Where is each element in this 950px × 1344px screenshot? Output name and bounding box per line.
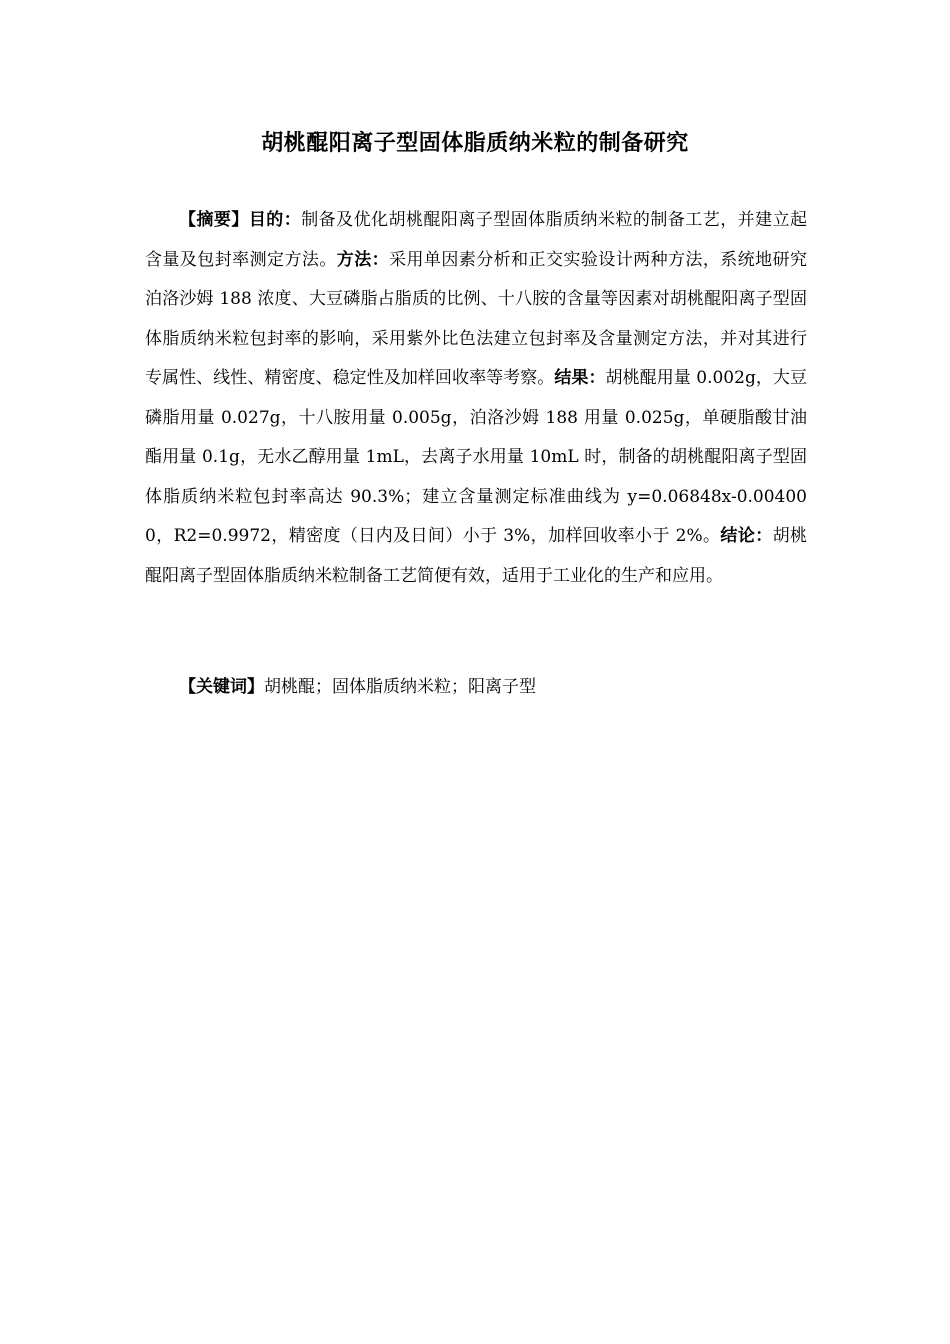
results-label: 结果： [554,368,606,388]
keywords-paragraph [145,668,807,708]
keywords-label: 【关键词】 [179,677,264,697]
conclusion-text: 胡桃醌阳离子型固体脂质纳米粒制备工艺简便有效，适用于工业化的生产和应用。 [145,526,808,586]
methods-text: 采用单因素分析和正交实验设计两种方法，系统地研究泊洛沙姆 188 浓度、大豆磷脂占脂质的比例、十八胺的含量等因素对胡桃醌阳离子型固体脂质纳米粒包封率的影响，采用紫外比色法建立包封率及含量测定方法，并对其进行专属性、线性、精密度、稳定性及加样回收率等考察。 [145,249,808,388]
abstract-paragraph [145,201,807,596]
methods-label: 方法： [336,249,390,270]
paper-title: 胡桃醌阳离子型固体脂质纳米粒的制备研究 [261,131,689,156]
conclusion-label: 结论： [720,526,773,546]
objective-text: 制备及优化胡桃醌阳离子型固体脂质纳米粒的制备工艺，并建立起含量及包封率测定方法。 [145,210,808,270]
objective-label: 目的： [248,210,302,230]
results-text: 胡桃醌用量 0.002g，大豆磷脂用量 0.027g，十八胺用量 0.005g，泊洛沙姆 188 用量 0.025g，单硬脂酸甘油酯用量 0.1g，无水乙醇用量 1mL，去离子水用量 10mL 时，制备的胡桃醌阳离子型固体脂质纳米粒包封率高达 90.3%；建立含量测定标准曲线为 y=0.06848x-0.004000，R2=0.9972，精密度（日内及日间）小于 3%，加样回收率小于 2%。 [145,368,807,546]
keywords-text: 胡桃醌；固体脂质纳米粒；阳离子型 [264,677,536,697]
abstract-label: 【摘要】 [179,210,249,230]
